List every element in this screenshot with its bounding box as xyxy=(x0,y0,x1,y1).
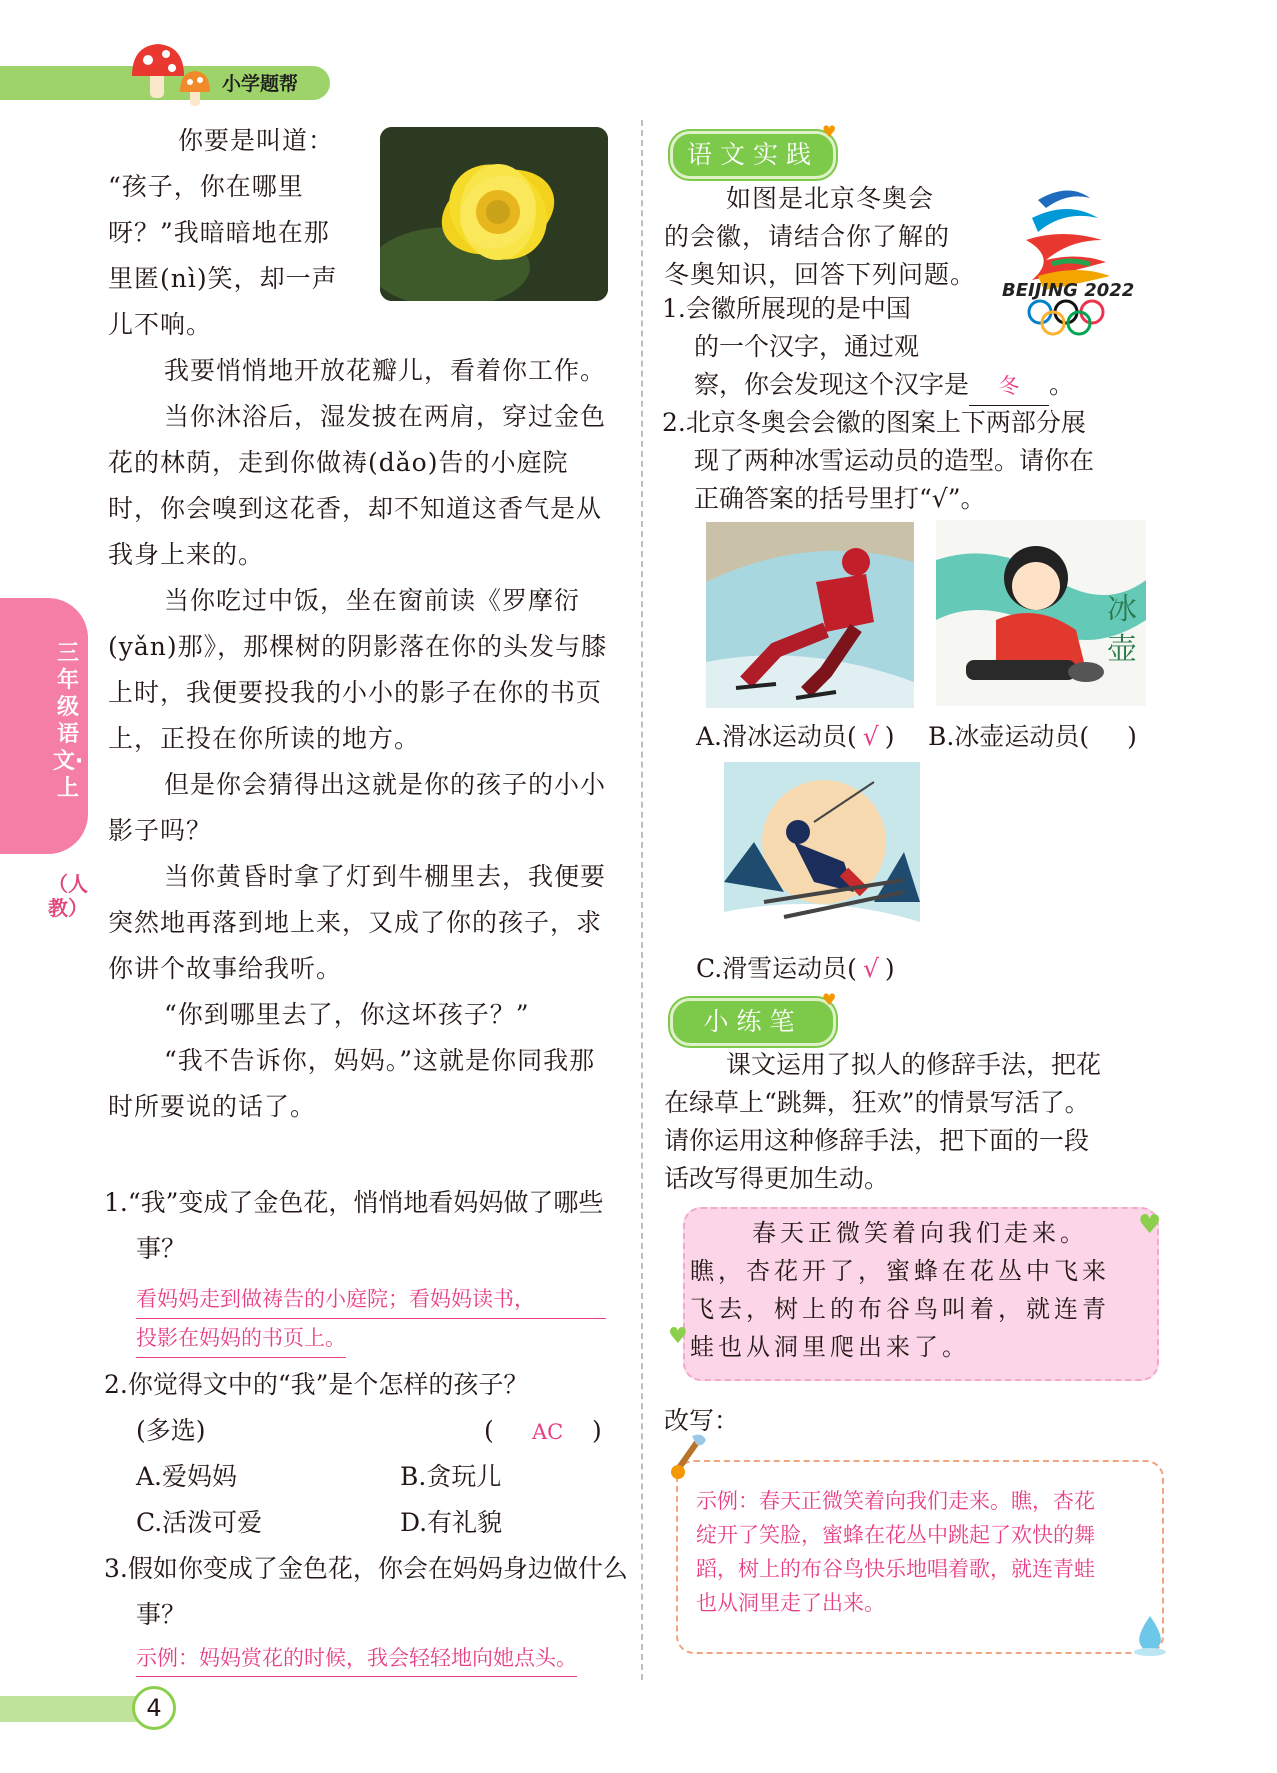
answer-line: 蹈，树上的布谷鸟快乐地唱着歌，就连青蛙 xyxy=(696,1557,1095,1581)
question-3: 3.假如你变成了金色花，你会在妈妈身边做什么事？ xyxy=(104,1554,628,1629)
option-label: A.滑冰运动员( xyxy=(696,722,857,751)
option-curling xyxy=(928,714,1137,760)
mushroom-icon xyxy=(128,40,218,112)
answer-line: 示例：春天正微笑着向我们走来。瞧，杏花 xyxy=(696,1489,1095,1513)
text-line: 的一个汉字，通过观 xyxy=(694,332,920,361)
question-2-open: ( xyxy=(484,1416,494,1445)
text-line: 瞧，杏花开了，蜜蜂在花丛中飞来 xyxy=(690,1257,1110,1285)
heart-icon: ♥ xyxy=(822,122,837,141)
writing-prompt xyxy=(664,1046,1184,1198)
column-divider xyxy=(641,120,643,1680)
rewrite-label: 改写： xyxy=(664,1406,740,1435)
answer-line: 看妈妈走到做祷告的小庭院；看妈妈读书， xyxy=(136,1280,606,1319)
text-line: 儿不响。 xyxy=(108,310,213,339)
paragraph: 当你黄昏时拿了灯到牛棚里去，我便要突然地再落到地上来，又成了你的孩子，求你讲个故事给我听。 xyxy=(108,862,607,983)
option-c: C.活泼可爱 xyxy=(136,1508,263,1537)
answer-2: AC xyxy=(532,1420,564,1444)
text-line: 话改写得更加生动。 xyxy=(664,1164,890,1193)
pen-icon xyxy=(666,1432,710,1482)
text-line: “孩子，你在哪里 xyxy=(108,172,304,201)
original-passage xyxy=(690,1214,1150,1366)
option-a: A.爱妈妈 xyxy=(136,1462,238,1491)
question-2-note: (多选) xyxy=(136,1416,206,1445)
option-d: D.有礼貌 xyxy=(400,1508,503,1537)
paragraph: 我要悄悄地开放花瓣儿，看着你工作。 xyxy=(164,356,607,385)
option-label: B.冰壶运动员( xyxy=(928,722,1090,751)
answer-line: 也从洞里走了出来。 xyxy=(696,1591,885,1615)
option-label: ) xyxy=(884,954,895,983)
question-1: 1.“我”变成了金色花，悄悄地看妈妈做了哪些事？ xyxy=(104,1188,604,1263)
answer-3: 示例：妈妈赏花的时候，我会轻轻地向她点头。 xyxy=(136,1640,577,1677)
balloon-heart-icon: ♥ xyxy=(1138,1210,1162,1240)
paragraph: 但是你会猜得出这就是你的孩子的小小影子吗？ xyxy=(108,770,607,845)
text-line: 现了两种冰雪运动员的造型。请你在 xyxy=(694,446,1095,475)
option-b: B.贪玩儿 xyxy=(400,1462,502,1491)
question-2: 2.你觉得文中的“我”是个怎样的孩子？ xyxy=(104,1370,529,1399)
text-line: 呀？”我暗暗地在那 xyxy=(108,218,330,247)
option-skiing xyxy=(696,946,895,992)
curling-image xyxy=(936,520,1146,706)
edition-label: （人教） xyxy=(48,872,88,920)
practice-question-1-end xyxy=(694,366,1074,406)
golden-flower-photo xyxy=(380,127,608,301)
answer-winter: 冬 xyxy=(969,367,1049,406)
text-line: 1.会徽所展现的是中国 xyxy=(662,294,911,323)
practice-intro xyxy=(664,180,994,294)
option-label: ) xyxy=(884,722,895,751)
answer-1 xyxy=(136,1280,606,1358)
answer-check-c: √ xyxy=(862,954,879,983)
skier-image xyxy=(724,762,920,938)
opening-lines xyxy=(108,118,378,348)
page-number: 4 xyxy=(132,1686,176,1730)
question-2-close: ) xyxy=(592,1416,602,1445)
rewrite-answer xyxy=(696,1484,1146,1620)
option-label: C.滑雪运动员( xyxy=(696,954,857,983)
beijing-2022-emblem xyxy=(998,180,1134,340)
text-line: 飞去，树上的布谷鸟叫着，就连青 xyxy=(690,1295,1110,1323)
text-line: 蛙也从洞里爬出来了。 xyxy=(690,1333,970,1361)
text-line: 。 xyxy=(1049,370,1075,399)
section-title-practice: 语文实践 xyxy=(670,131,836,179)
header-title: 小学题帮 xyxy=(222,73,299,95)
speed-skater-image xyxy=(706,522,914,708)
curling-label: 冰壶 xyxy=(1107,592,1137,667)
option-label: ) xyxy=(1127,722,1137,751)
text-line: 你要是叫道： xyxy=(178,126,335,155)
practice-question-2 xyxy=(662,404,1182,518)
text-line: 冬奥知识，回答下列问题。 xyxy=(664,260,977,289)
balloon-heart-icon: ♥ xyxy=(668,1324,688,1349)
paragraph: “我不告诉你，妈妈。”这就是你同我那时所要说的话了。 xyxy=(108,1046,596,1121)
text-line: 请你运用这种修辞手法，把下面的一段 xyxy=(664,1126,1090,1155)
section-title-writing: 小练笔 xyxy=(670,998,836,1046)
text-line: 2.北京冬奥会会徽的图案上下两部分展 xyxy=(662,408,1086,437)
emblem-text: BEIJING 2022 xyxy=(1002,280,1134,301)
answer-check-a: √ xyxy=(862,722,879,751)
paragraph: “你到哪里去了，你这坏孩子？” xyxy=(164,1000,530,1029)
story-text xyxy=(108,348,608,1130)
heart-icon: ♥ xyxy=(822,990,837,1009)
option-skating xyxy=(696,714,894,760)
answer-line: 投影在妈妈的书页上。 xyxy=(136,1319,346,1358)
text-line: 在绿草上“跳舞，狂欢”的情景写活了。 xyxy=(664,1088,1090,1117)
text-line: 如图是北京冬奥会 xyxy=(726,184,935,213)
answer-line: 绽开了笑脸，蜜蜂在花丛中跳起了欢快的舞 xyxy=(696,1523,1095,1547)
paragraph: 当你沐浴后，湿发披在两肩，穿过金色花的林荫，走到你做祷(dǎo)告的小庭院时，你会嗅到这花香，却不知道这香气是从我身上来的。 xyxy=(108,402,607,569)
text-line: 课文运用了拟人的修辞手法，把花 xyxy=(726,1050,1102,1079)
grade-label: 三年级语文·上 xyxy=(52,641,84,801)
text-line: 察，你会发现这个汉字是 xyxy=(694,370,970,399)
practice-question-1 xyxy=(662,290,1012,366)
paragraph: 当你吃过中饭，坐在窗前读《罗摩衍(yǎn)那》，那棵树的阴影落在你的头发与膝上时，我便要投我的小小的影子在你的书页上，正投在你所读的地方。 xyxy=(108,586,608,753)
text-line: 的会徽，请结合你了解的 xyxy=(664,222,951,251)
text-line: 正确答案的括号里打“√”。 xyxy=(694,484,986,513)
text-line: 里匿(nì)笑，却一声 xyxy=(108,264,338,293)
text-line: 春天正微笑着向我们走来。 xyxy=(752,1219,1088,1247)
